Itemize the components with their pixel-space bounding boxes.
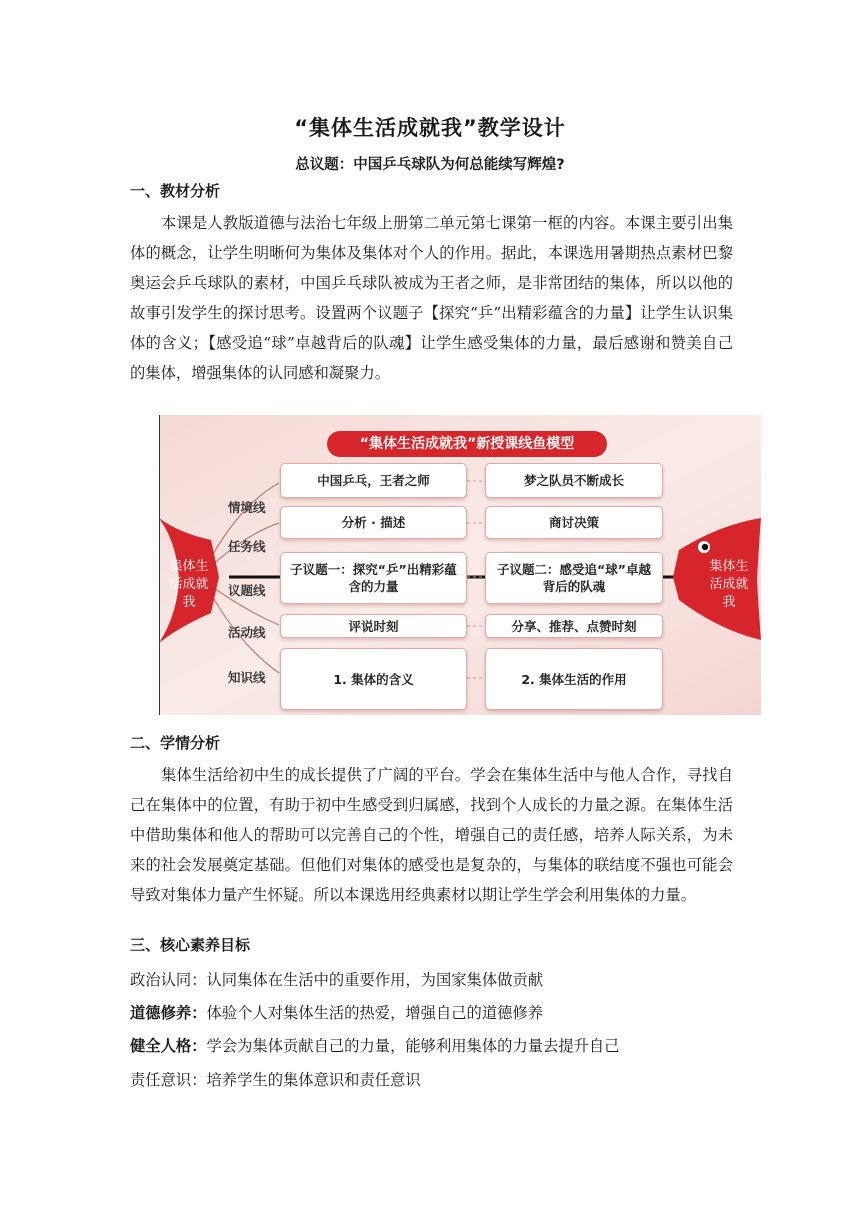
textbook-analysis-paragraph: 本课是人教版道德与法治七年级上册第二单元第七课第一框的内容。本课主要引出集体的概念，让学生明晰何为集体及集体对个人的作用。据此，本课选用暑期热点素材巴黎奥运会乒乓球队的素材，中国乒乓球队被成为王者之师，是非常团结的集体，所以以他的故事引发学生的探讨思考。设置两个议题子【探究“乒”出精彩蕴含的力量】让学生认识集体的含义；【感受追“球”卓越背后的队魂】让学生感受集体的力量，最后感谢和赞美自己的集体，增强集体的认同感和凝聚力。 xyxy=(130,214,733,382)
lane-label-knowledge: 知识线 xyxy=(228,670,266,685)
lane-label-topic: 议题线 xyxy=(228,583,266,598)
goal-sense-of-responsibility xyxy=(130,1068,421,1090)
box-task-left: 分析 · 描述 xyxy=(280,506,467,539)
lane-label-task: 任务线 xyxy=(228,539,266,554)
goal-text: 体验个人对集体生活的热爱，增强自己的道德修养 xyxy=(206,1004,544,1022)
figure-title: “集体生活成就我”新授课线鱼模型 xyxy=(327,431,607,457)
goal-label: 政治认同： xyxy=(130,971,207,989)
fishbone-model-figure xyxy=(159,415,761,715)
section-heading-core-literacy: 三、核心素养目标 xyxy=(130,936,251,954)
goal-label: 责任意识： xyxy=(130,1071,207,1089)
lane-label-activity: 活动线 xyxy=(228,625,266,640)
goal-label: 道德修养： xyxy=(130,1004,207,1022)
box-topic-right: 子议题二：感受追“球”卓越背后的队魂 xyxy=(485,552,663,604)
box-knowledge-right: 2. 集体生活的作用 xyxy=(485,648,663,710)
goal-sound-personality xyxy=(130,1034,620,1056)
lane-label-scene: 情境线 xyxy=(228,500,266,515)
goal-moral-cultivation xyxy=(130,1001,543,1023)
box-scene-right: 梦之队员不断成长 xyxy=(485,463,663,498)
section-heading-learner-analysis: 二、学情分析 xyxy=(130,734,221,752)
document-subtitle: 总议题：中国乒乓球队为何总能续写辉煌? xyxy=(295,157,565,173)
document-title: “集体生活成就我”教学设计 xyxy=(294,116,566,140)
box-knowledge-left: 1. 集体的含义 xyxy=(280,648,467,710)
fish-head-label: 集体生活成就我 xyxy=(709,559,749,610)
goal-political-identity xyxy=(130,968,543,990)
box-activity-right: 分享、推荐、点赞时刻 xyxy=(485,614,663,638)
box-topic-left: 子议题一：探究“乒”出精彩蕴含的力量 xyxy=(280,552,467,604)
box-activity-left: 评说时刻 xyxy=(280,614,467,638)
goal-text: 认同集体在生活中的重要作用，为国家集体做贡献 xyxy=(206,971,544,989)
box-scene-left: 中国乒乓，王者之师 xyxy=(280,463,467,498)
box-task-right: 商讨决策 xyxy=(485,506,663,539)
section-heading-textbook-analysis: 一、教材分析 xyxy=(130,182,221,200)
goal-text: 学会为集体贡献自己的力量，能够利用集体的力量去提升自己 xyxy=(206,1037,620,1055)
goal-label: 健全人格： xyxy=(130,1037,207,1055)
fish-tail-label: 集体生活成就我 xyxy=(169,559,209,610)
goal-text: 培养学生的集体意识和责任意识 xyxy=(206,1071,421,1089)
learner-analysis-paragraph: 集体生活给初中生的成长提供了广阔的平台。学会在集体生活中与他人合作，寻找自己在集体中的位置，有助于初中生感受到归属感，找到个人成长的力量之源。在集体生活中借助集体和他人的帮助可以完善自己的个性，增强自己的责任感，培养人际关系，为未来的社会发展奠定基础。但他们对集体的感受也是复杂的，与集体的联结度不强也可能会导致对集体力量产生怀疑。所以本课选用经典素材以期让学生学会利用集体的力量。 xyxy=(130,766,733,904)
